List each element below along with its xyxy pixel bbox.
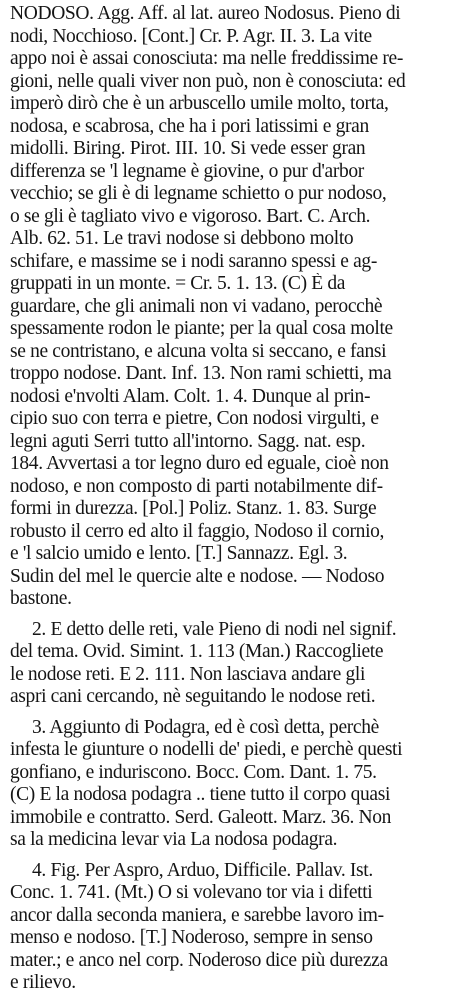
entry-line: cipio suo con terra e pietre, Con nodosi virgulti, e — [10, 408, 379, 429]
entry-line: appo noi è assai conosciuta: ma nelle freddissime re- — [10, 48, 403, 69]
entry-line: o se gli è tagliato vivo e vigoroso. Bart. C. Arch. — [10, 205, 371, 227]
entry-line: se ne contristano, e alcuna volta si seccano, e fansi — [10, 340, 387, 362]
sense-line: menso e nodoso. [T.] Noderoso, sempre in senso — [10, 927, 373, 948]
entry-line: 184. Avvertasi a tor legno duro ed eguale, cioè non — [10, 453, 389, 474]
entry-line: Sudin del mel le quercie alte e nodose. — Nodoso — [10, 565, 385, 587]
entry-line: gioni, nelle quali viver non può, non è conosciuta: ed — [10, 70, 406, 92]
entry-main — [10, 3, 465, 611]
entry-line: troppo nodose. Dant. Inf. 13. Non rami schietti, ma — [10, 363, 392, 384]
entry-line: bastone. — [10, 588, 72, 609]
entry-line: schifare, e massime se i nodi saranno spessi e ag- — [10, 250, 377, 272]
entry-line: gruppati in un monte. = Cr. 5. 1. 13. (C) È da — [10, 273, 346, 294]
sense-line: (C) E la nodosa podagra .. tiene tutto il corpo quasi — [10, 784, 391, 805]
entry-line: differenza se 'l legname è giovine, o pur d'arbor — [10, 160, 364, 182]
sense-4 — [10, 860, 465, 995]
sense-line: aspri cani cercando, nè seguitando le nodose reti. — [10, 686, 376, 707]
sense-line: 2. E detto delle reti, vale Pieno di nodi nel signif. — [32, 618, 397, 640]
sense-line: mater.; e anco nel corp. Noderoso dice più durezza — [10, 949, 388, 971]
sense-line: sa la medicina levar via La nodosa podagra. — [10, 829, 338, 850]
entry-line: nodoso, e non composto di parti notabilmente dif- — [10, 475, 383, 497]
entry-line: robusto il cerro ed alto il faggio, Nodoso il cornio, — [10, 520, 385, 542]
entry-line: NODOSO. Agg. Aff. al lat. aureo Nodosus. Pieno di — [10, 3, 401, 24]
entry-line: e 'l salcio umido e lento. [T.] Sannazz. Egl. 3. — [10, 543, 348, 564]
entry-line: midolli. Biring. Pirot. III. 10. Si vede esser gran — [10, 138, 366, 159]
entry-line: vecchio; se gli è di legname schietto o pur nodoso, — [10, 183, 387, 204]
sense-3 — [10, 717, 465, 852]
sense-line: le nodose reti. E 2. 111. Non lasciava andare gli — [10, 663, 366, 685]
entry-line: Alb. 62. 51. Le travi nodose si debbono molto — [10, 228, 354, 249]
sense-line: ancor dalla seconda maniera, e sarebbe lavoro im- — [10, 904, 384, 926]
entry-line: nodosa, e scabrosa, che ha i pori latissimi e gran — [10, 115, 369, 137]
sense-line: gonfiano, e induriscono. Bocc. Com. Dant. 1. 75. — [10, 761, 377, 783]
entry-line: legni aguti Serri tutto all'intorno. Sagg. nat. esp. — [10, 430, 366, 452]
sense-line: immobile e contratto. Serd. Galeott. Marz. 36. Non — [10, 806, 392, 828]
entry-line: nodi, Nocchioso. [Cont.] Cr. P. Agr. II. 3. La vite — [10, 25, 372, 47]
sense-line: 4. Fig. Per Aspro, Arduo, Difficile. Pallav. Ist. — [32, 859, 373, 881]
sense-line: 3. Aggiunto di Podagra, ed è così detta, perchè — [32, 716, 379, 738]
entry-line: guardare, che gli animali non vi vadano, perocchè — [10, 295, 383, 317]
entry-line: imperò dirò che è un arbuscello umile molto, torta, — [10, 93, 389, 114]
sense-line: Conc. 1. 741. (Mt.) O si volevano tor via i difetti — [10, 882, 373, 903]
sense-line: del tema. Ovid. Simint. 1. 113 (Man.) Raccogliete — [10, 641, 384, 662]
entry-line: nodosi e'nvolti Alam. Colt. 1. 4. Dunque al prin- — [10, 385, 371, 407]
entry-line: spessamente rodon le piante; per la qual cosa molte — [10, 318, 393, 339]
entry-line: formi in durezza. [Pol.] Poliz. Stanz. 1. 83. Surge — [10, 498, 377, 519]
sense-line: infesta le giunture o nodelli de' piedi, e perchè questi — [10, 739, 403, 760]
sense-line: e rilievo. — [10, 972, 76, 993]
sense-2 — [10, 619, 465, 709]
